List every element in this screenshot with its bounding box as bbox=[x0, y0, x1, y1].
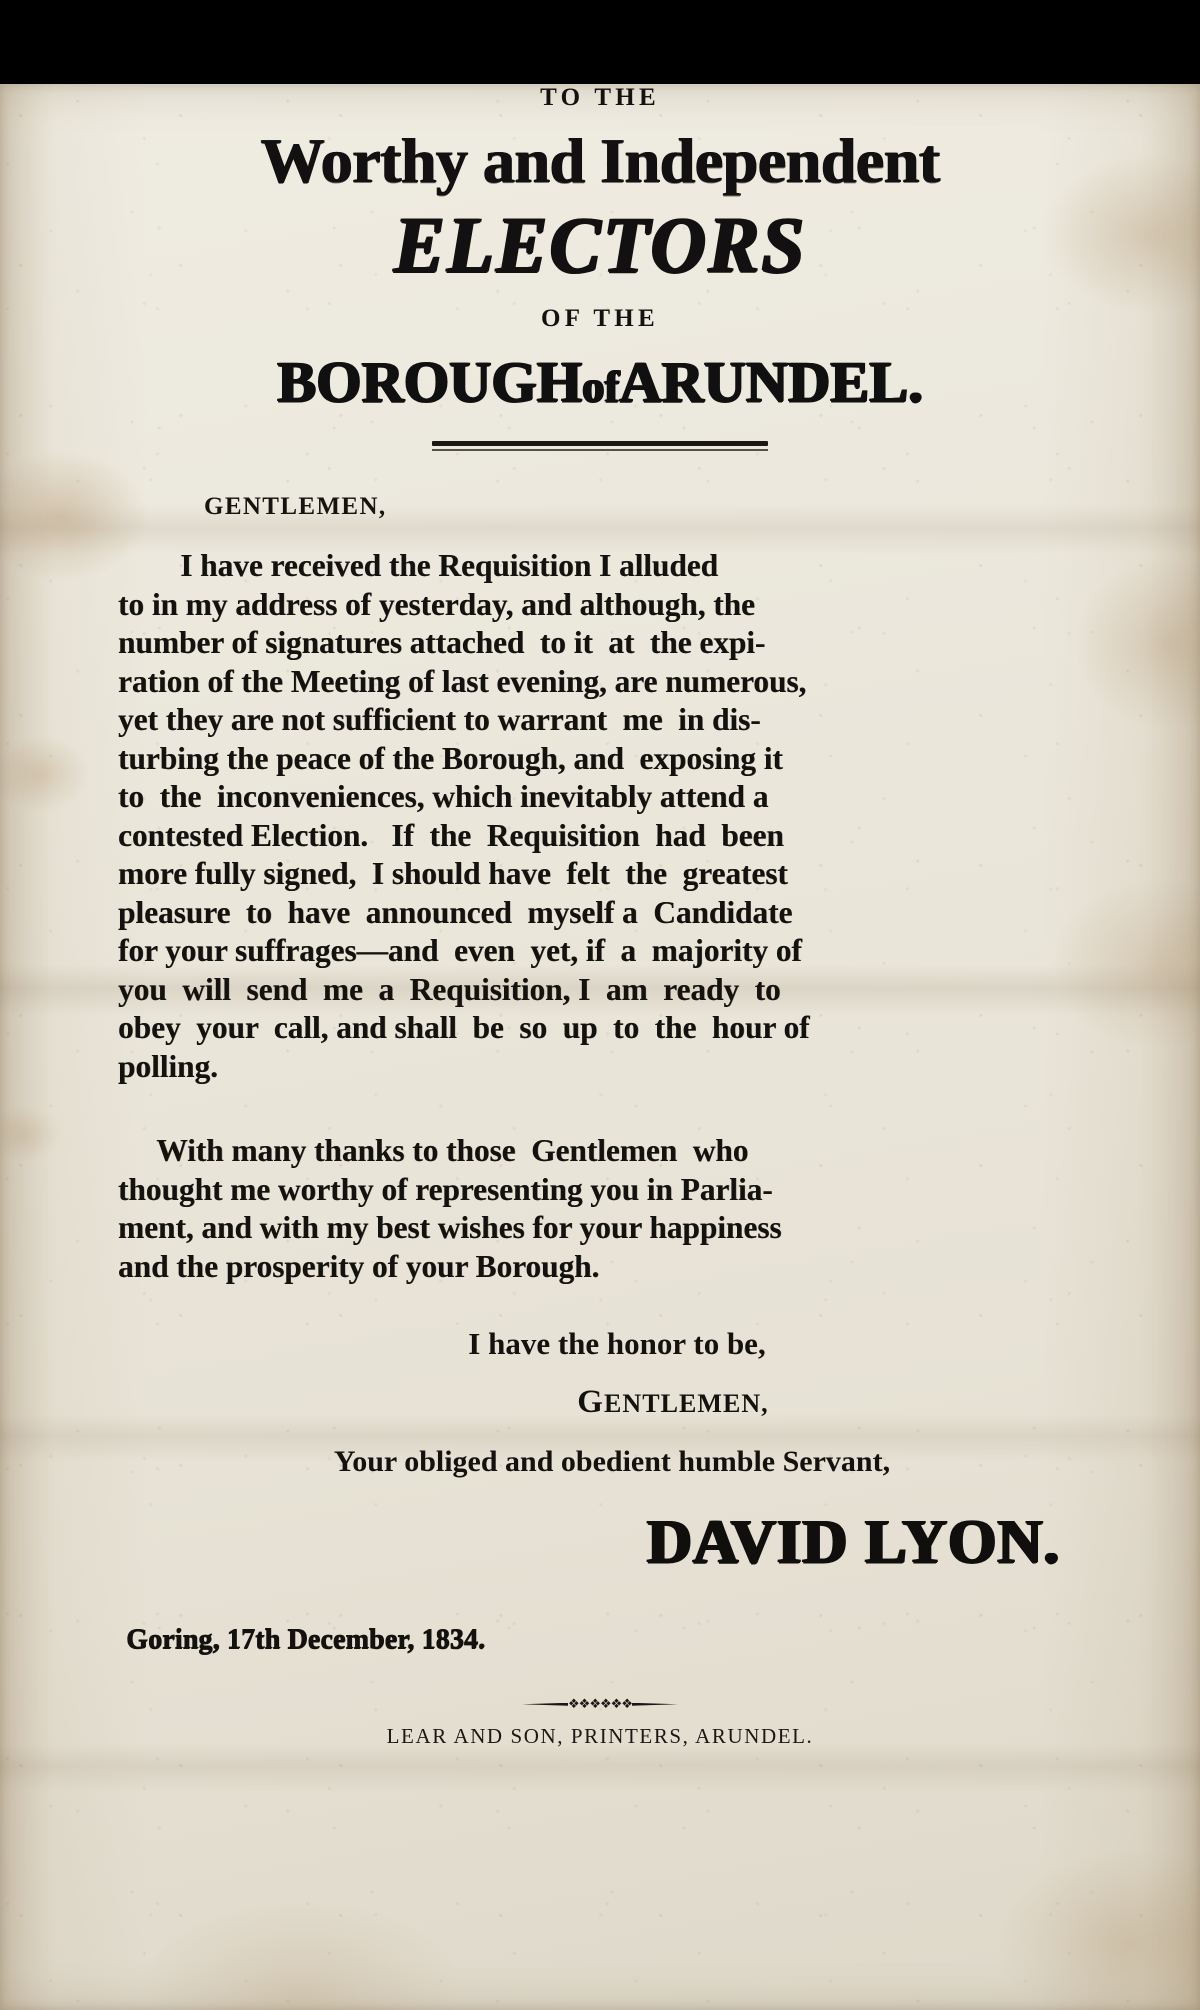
body-line: yet they are not sufficient to warrant me in dis- bbox=[118, 702, 761, 738]
broadside-sheet bbox=[0, 84, 1200, 2010]
body-line: number of signatures attached to it at the expi- bbox=[118, 625, 766, 661]
divider-thick-bar bbox=[432, 441, 768, 446]
body-line: I have received the Requisition I alluded bbox=[118, 548, 719, 584]
heading-borough-word: BOROUGH bbox=[277, 349, 583, 415]
headline-divider-rule bbox=[432, 441, 768, 451]
heading-electors: ELECTORS bbox=[393, 200, 807, 290]
signature-david-lyon: DAVID LYON. bbox=[646, 1508, 1060, 1577]
broadside-content bbox=[0, 84, 1200, 1749]
body-line: you will send me a Requisition, I am ready to bbox=[118, 971, 781, 1007]
typographic-ornament-icon bbox=[505, 1696, 695, 1712]
body-line: pleasure to have announced myself a Candidate bbox=[118, 894, 793, 930]
body-line: ment, and with my best wishes for your happiness bbox=[118, 1210, 782, 1246]
closing-gentlemen-smallcaps: ENTLEMEN, bbox=[604, 1389, 769, 1419]
closing-block bbox=[118, 1326, 1082, 1578]
body-paragraph-2 bbox=[118, 1132, 1082, 1286]
body-line: polling. bbox=[118, 1048, 218, 1084]
body-line: to the inconveniences, which inevitably attend a bbox=[118, 779, 769, 815]
divider-hairline bbox=[432, 449, 768, 451]
printer-imprint: LEAR AND SON, PRINTERS, ARUNDEL. bbox=[386, 1724, 814, 1749]
heading-of-the: OF THE bbox=[541, 305, 659, 333]
body-line: for your suffrages—and even yet, if a majority of bbox=[118, 933, 802, 969]
body-line: turbing the peace of the Borough, and exposing it bbox=[118, 740, 783, 776]
body-line: With many thanks to those Gentlemen who bbox=[118, 1133, 749, 1169]
closing-honor-line: I have the honor to be, bbox=[468, 1326, 766, 1362]
body-line: and the prosperity of your Borough. bbox=[118, 1248, 600, 1284]
heading-borough-of-arundel bbox=[118, 349, 1082, 415]
closing-gentlemen-initial: G bbox=[577, 1384, 605, 1421]
body-line: obey your call, and shall be so up to the hour of bbox=[118, 1010, 810, 1046]
body-line: to in my address of yesterday, and although, the bbox=[118, 586, 755, 622]
headline-block bbox=[118, 84, 1082, 451]
ornament-left-tail-icon bbox=[522, 1703, 568, 1706]
ornament-right-tail-icon bbox=[632, 1703, 678, 1706]
ornament-florets-icon: ❖❖❖❖❖❖ bbox=[568, 1696, 632, 1712]
body-paragraph-1 bbox=[118, 547, 1082, 1086]
heading-borough-place: ARUNDEL. bbox=[619, 349, 923, 415]
body-line: contested Election. If the Requisition had been bbox=[118, 817, 784, 853]
place-and-date: Goring, 17th December, 1834. bbox=[126, 1624, 486, 1656]
closing-gentlemen bbox=[264, 1384, 1082, 1421]
body-line: more fully signed, I should have felt the greatest bbox=[118, 856, 788, 892]
body-line: ration of the Meeting of last evening, are numerous, bbox=[118, 663, 807, 699]
body-line: thought me worthy of representing you in Parlia- bbox=[118, 1171, 773, 1207]
heading-worthy-and-independent: Worthy and Independent bbox=[260, 125, 940, 196]
heading-to-the: TO THE bbox=[540, 84, 660, 111]
closing-servant-line: Your obliged and obedient humble Servant, bbox=[333, 1445, 891, 1479]
salutation: GENTLEMEN, bbox=[204, 493, 387, 521]
heading-borough-of: of bbox=[582, 362, 620, 412]
